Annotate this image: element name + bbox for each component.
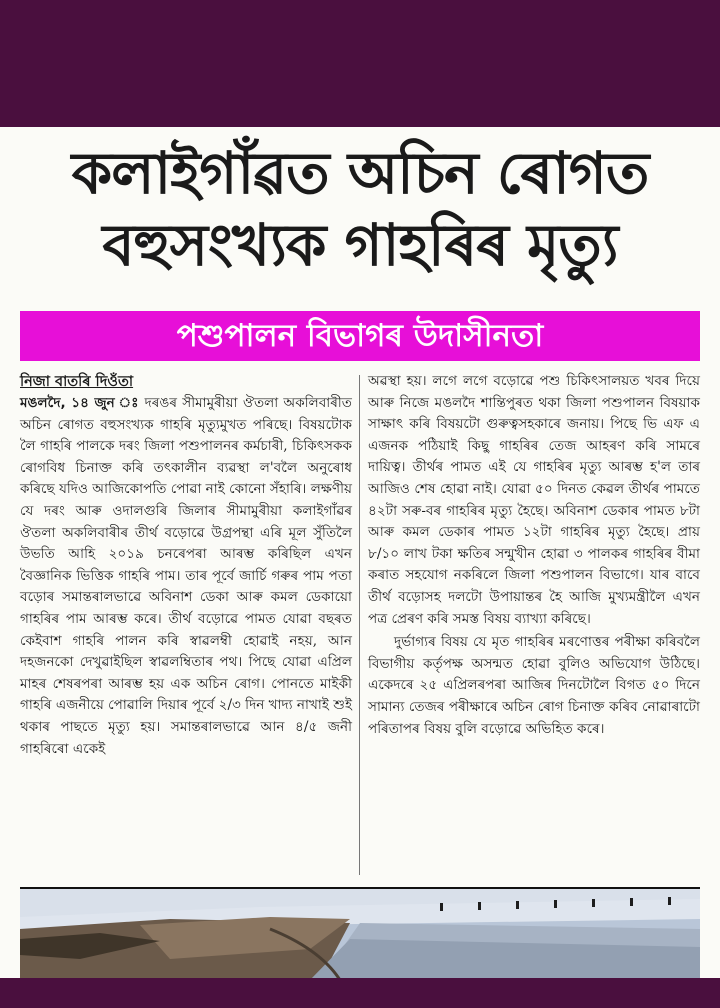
- newspaper-clipping: [0, 127, 720, 978]
- article-paragraph-1-text: দৰঙৰ সীমামুৰীয়া ঔতলা অকলিবাৰীত অচিন ৰোগত বহুসংখ্যক গাহৰি মৃত্যুমুখত পৰিছে। বিষয়টোক লৈ গাহৰি পালকে দৰং জিলা পশুপালনৰ কৰ্মচাৰী, চিকিৎসকক ৰোগবিধ চিনাক্ত কৰি তৎকালীন ব্যৱস্থা ল'বলৈ অনুৰোধ কৰিছে যদিও আজিকোপতি পোৱা নাই কোনো সঁহাৰি। লক্ষণীয় যে দৰং আৰু ওদালগুৰি জিলাৰ সীমামুৰীয়া কলাইগাঁৱৰ ঔতলা অকলিবাৰীৰ তীৰ্থ বড়োৱে উগ্ৰপন্থা এৰি মূল সুঁতিলৈ উভতি আহি ২০১৯ চনৰেপৰা আৰম্ভ কৰিছিল এখন বৈজ্ঞানিক ভিত্তিক গাহৰি পাম। তাৰ পূৰ্বে জাৰ্চি গৰুৰ পাম পতা বড়োৰ সমান্তৰালভাৱে অবিনাশ ডেকা আৰু কমল ডেকায়ো গাহৰিৰ পাম আৰম্ভ কৰে। তীৰ্থ বড়োৱে পামত যোৱা বছৰত কেইবাশ গাহৰি পালন কৰি স্বাৱলম্বী হোৱাই নহয়, আন দহজনকো দেখুৱাইছিল স্বাৱলম্বিতাৰ পথ। পিছে যোৱা এপ্ৰিল মাহৰ শেষৰপৰা আৰম্ভ হয় এক অচিন ৰোগ। পোনতে মাইকী গাহৰি এজনীয়ে পোৱালি দিয়াৰ পূৰ্বে ২/৩ দিন খাদ্য নাখাই শুই থকাৰ পাছতে মৃত্যু হয়। সমান্তৰালভাৱে আন ৪/৫ জনী গাহৰিৰো একেই: [20, 395, 353, 757]
- article-column-left: [20, 371, 352, 760]
- article-paragraph-3: দুৰ্ভাগ্যৰ বিষয় যে মৃত গাহৰিৰ মৰণোত্তৰ পৰীক্ষা কৰিবলৈ বিভাগীয় কৰ্তৃপক্ষ অসন্মত হোৱা বুলিও অভিযোগ উঠিছে। একেদৰে ২৫ এপ্ৰিলৰপৰা আজিৰ দিনটোলৈ বিগত ৫০ দিনে সামান্য তেজৰ পৰীক্ষাৰে অচিন ৰোগ চিনাক্ত কৰিব নোৱাৰাটো পৰিতাপৰ বিষয় বুলি বড়োৱে অভিহিত কৰে।: [368, 634, 700, 737]
- byline: নিজা বাতৰি দিওঁতা: [20, 374, 134, 390]
- news-photo: [20, 887, 700, 978]
- headline: [0, 137, 720, 281]
- bottom-frame-bar: [0, 978, 720, 1008]
- article-paragraph-1: [20, 393, 352, 760]
- subheadline-banner: পশুপালন বিভাগৰ উদাসীনতা: [20, 311, 700, 361]
- article-body: [20, 371, 700, 891]
- headline-line-2: বহুসংখ্যক গাহৰিৰ মৃত্যু: [102, 211, 618, 279]
- top-frame-bar: [0, 0, 720, 127]
- article-column-right: [368, 371, 700, 740]
- dateline: মঙলদৈ, ১৪ জুন ঃ: [20, 395, 140, 411]
- flooded-road-image: [20, 889, 700, 978]
- column-divider: [359, 375, 360, 875]
- article-paragraph-2: অৱস্থা হয়। লগে লগে বড়োৱে পশু চিকিৎসালয়ত খবৰ দিয়ে আৰু নিজে মঙলদৈ শান্তিপুৰত থকা জিলা পশুপালন বিষয়াক সাক্ষাৎ কৰি বিষয়টো গুৰুত্বসহকাৰে জনায়। পিছে ভি এফ এ এজনক পঠিয়াই কিছু গাহৰিৰ তেজ আহৰণ কৰি সামৰে দায়িত্ব। তীৰ্থৰ পামত এই যে গাহৰিৰ মৃত্যু আৰম্ভ হ'ল তাৰ আজিও শেষ হোৱা নাই। যোৱা ৫০ দিনত কেৱল তীৰ্থৰ পামতে ৪২টা সৰু-বৰ গাহৰিৰ মৃত্যু হৈছে। অবিনাশ ডেকাৰ পামত ৮টা আৰু কমল ডেকাৰ পামত ১২টা গাহৰিৰ মৃত্যু হৈছে। প্ৰায় ৮/১০ লাখ টকা ক্ষতিৰ সন্মুখীন হোৱা ৩ পালকৰ গাহৰিৰ বীমা কৰাত সহযোগ নকৰিলে জিলা পশুপালন বিভাগে। যাৰ বাবে তীৰ্থ বড়োসহ দলটো উপায়ান্তৰ হৈ আজি মুখ্যমন্ত্ৰীলৈ এখন পত্ৰ প্ৰেৰণ কৰি সমস্ত বিষয় ব্যাখ্যা কৰিছে।: [368, 373, 700, 627]
- headline-line-1: কলাইগাঁৱত অচিন ৰোগত: [71, 139, 649, 207]
